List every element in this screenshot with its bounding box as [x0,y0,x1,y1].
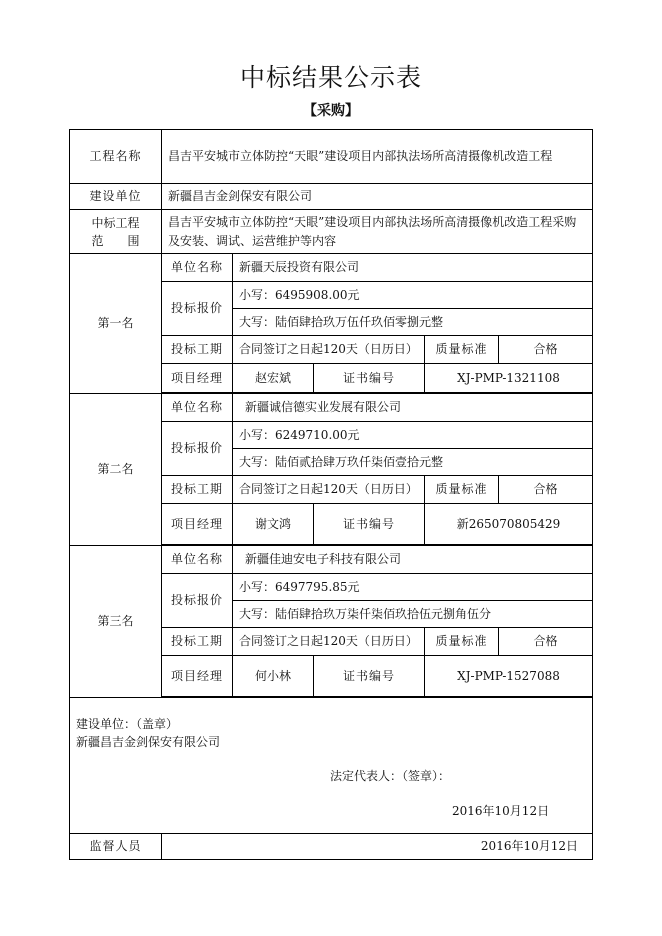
signature-block [70,698,593,834]
bidder-1-manager-label: 项目经理 [162,364,233,393]
scope-value: 昌吉平安城市立体防控“天眼”建设项目内部执法场所高清摄像机改造工程采购及安装、调试、运营维护等内容 [162,210,593,254]
bidder-2-quality: 合格 [499,476,593,504]
bidder-2-bid-label: 投标报价 [162,422,233,476]
project-name-value: 昌吉平安城市立体防控“天眼”建设项目内部执法场所高清摄像机改造工程 [162,130,593,184]
bidder-3-quality-label: 质量标准 [425,628,499,656]
construction-unit-row [70,184,593,210]
construction-unit-value: 新疆昌吉金剑保安有限公司 [162,184,593,210]
page-subtitle: 【采购】 [303,103,359,119]
bidder-1-price-big: 大写：陆佰肆拾玖万伍仟玖佰零捌元整 [233,309,593,336]
supervisor-label: 监督人员 [70,834,162,860]
scope-row [70,210,593,254]
supervisor-row [70,834,593,860]
bidder-1-quality-label: 质量标准 [425,336,499,364]
scope-label-line2: 范 围 [91,233,140,248]
bidder-2-cert: 新265070805429 [425,504,593,545]
bidder-2-price-small: 小写：6249710.00元 [233,422,593,449]
bidder-3-period-label: 投标工期 [162,628,233,656]
bidder-3-company-row [70,546,593,574]
legal-representative: 法定代表人：（签章）： [330,769,451,783]
bidder-3-manager-label: 项目经理 [162,656,233,697]
page-title: 中标结果公示表 [239,63,422,92]
bidder-2-company: 新疆诚信德实业发展有限公司 [233,394,593,422]
bidder-2-manager-label: 项目经理 [162,504,233,545]
bidder-1-cert-label: 证书编号 [314,364,425,393]
bidder-3-manager: 何小林 [233,656,314,697]
bidder-3-quality: 合格 [499,628,593,656]
result-table [69,129,593,860]
signature-unit-line: 建设单位：（盖章） [76,717,179,731]
bidder-2-price-big: 大写：陆佰贰拾肆万玖仟柒佰壹拾元整 [233,449,593,476]
bidder-2-rank: 第二名 [70,394,162,546]
bidder-2-period: 合同签订之日起120天（日历日） [233,476,425,504]
supervisor-date: 2016年10月12日 [162,834,593,860]
bidder-3-company-label: 单位名称 [162,546,233,574]
bidder-3-rank: 第三名 [70,546,162,698]
bidder-1-cert: XJ-PMP-1321108 [425,364,593,393]
project-name-row [70,130,593,184]
bidder-1-company-row [70,254,593,282]
signature-row [70,698,593,834]
bidder-2-cert-label: 证书编号 [314,504,425,545]
bidder-3-company: 新疆佳迪安电子科技有限公司 [233,546,593,574]
bidder-3-period: 合同签订之日起120天（日历日） [233,628,425,656]
bidder-1-quality: 合格 [499,336,593,364]
bidder-2-manager: 谢文鸿 [233,504,314,545]
bidder-3-price-small: 小写：6497795.85元 [233,574,593,601]
bidder-2-quality-label: 质量标准 [425,476,499,504]
bidder-2-company-row [70,394,593,422]
bidder-1-bid-label: 投标报价 [162,282,233,336]
bidder-1-period-label: 投标工期 [162,336,233,364]
bidder-1-manager: 赵宏斌 [233,364,314,393]
bidder-1-period: 合同签订之日起120天（日历日） [233,336,425,364]
bidder-2-company-label: 单位名称 [162,394,233,422]
construction-unit-label: 建设单位 [70,184,162,210]
bidder-1-company: 新疆天辰投资有限公司 [233,254,593,282]
bidder-1-company-label: 单位名称 [162,254,233,282]
bidder-3-bid-label: 投标报价 [162,574,233,628]
bidder-2-period-label: 投标工期 [162,476,233,504]
scope-label-line1: 中标工程 [91,215,140,230]
bidder-1-rank: 第一名 [70,254,162,394]
signature-date: 2016年10月12日 [452,804,550,818]
signature-unit-name: 新疆昌吉金剑保安有限公司 [76,735,221,749]
project-name-label: 工程名称 [70,130,162,184]
bidder-1-price-small: 小写：6495908.00元 [233,282,593,309]
bidder-3-cert-label: 证书编号 [314,656,425,697]
scope-label [70,210,162,254]
bidder-3-cert: XJ-PMP-1527088 [425,656,593,697]
bidder-3-price-big: 大写：陆佰肆拾玖万柒仟柒佰玖拾伍元捌角伍分 [233,601,593,628]
